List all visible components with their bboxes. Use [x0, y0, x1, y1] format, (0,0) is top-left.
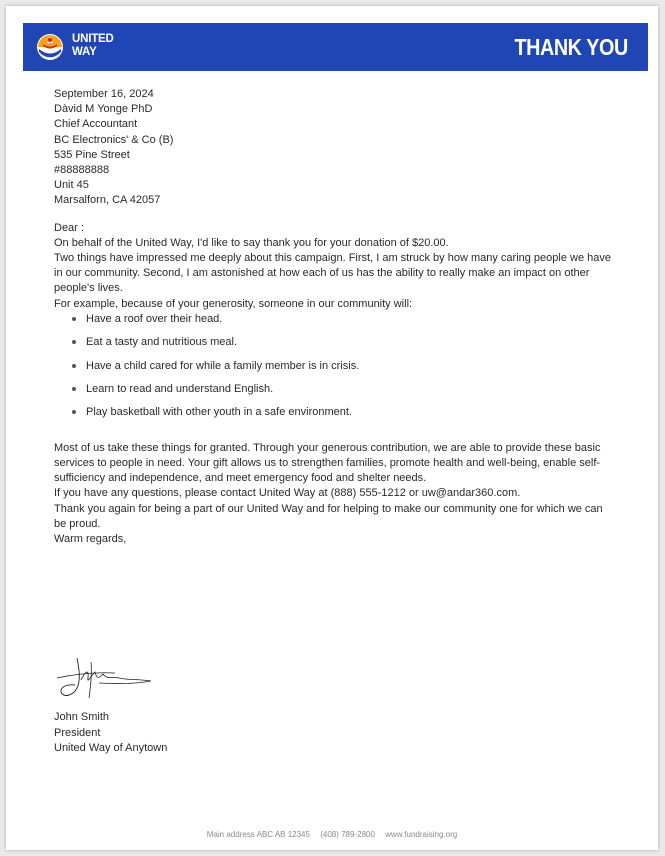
footer — [6, 830, 658, 839]
paragraph-granted: Most of us take these things for granted. Through your generous contribution, we are able to provide these basic services to people in need. Your gift allows us to strengthen families, promote health and well-being, enable self-sufficiency and independence, and meet emergency food and shelter needs. — [54, 441, 601, 485]
header-banner — [23, 23, 648, 71]
address-line: Chief Accountant — [54, 118, 138, 131]
paragraph-thanks: On behalf of the United Way, I'd like to say thank you for your donation of $20.00. — [54, 236, 449, 249]
letter-page — [6, 6, 658, 850]
list-item: Have a child cared for while a family member is in crisis. — [54, 359, 614, 382]
address-line: Marsalforn, CA 42057 — [54, 194, 161, 207]
signer-block — [54, 710, 167, 757]
address-line: #88888888 — [54, 163, 110, 176]
impact-list — [54, 312, 614, 429]
list-item: Have a roof over their head. — [54, 312, 614, 335]
banner-title: THANK YOU — [514, 34, 628, 60]
signer-title: President — [54, 726, 101, 739]
logo-line-2: WAY — [72, 46, 97, 58]
letter-date: September 16, 2024 — [54, 88, 154, 100]
address-line: Unit 45 — [54, 179, 89, 192]
united-way-logo-icon — [35, 32, 69, 62]
footer-address: Main address ABC AB 12345 — [206, 830, 310, 839]
paragraph-contact: If you have any questions, please contact United Way at (888) 555-1212 or uw@andar360.com. — [54, 487, 521, 500]
logo-line-1: UNITED — [72, 33, 114, 45]
list-item: Learn to read and understand English. — [54, 382, 614, 405]
signer-name: John Smith — [54, 711, 110, 723]
closing: Warm regards, — [54, 532, 127, 545]
salutation: Dear : — [54, 221, 84, 234]
footer-website[interactable]: www.fundraising.org — [385, 830, 458, 839]
paragraph-thank-again: Thank you again for being a part of our United Way and for helping to make our community one for which we can be proud. — [54, 502, 603, 530]
united-way-logo-text — [72, 33, 114, 59]
footer-phone: (408) 789-2800 — [320, 830, 375, 839]
recipient-address — [54, 102, 614, 208]
address-line: Dàvid M Yonge PhD — [54, 103, 153, 116]
paragraph-impressed: Two things have impressed me deeply about this campaign. First, I am struck by how many caring people we have in our community. Second, I am astonished at how each of us has the ability to really make an impact on other people's lives. — [54, 251, 611, 295]
letter-body — [54, 87, 614, 547]
signer-organization: United Way of Anytown — [54, 742, 168, 754]
list-item: Eat a tasty and nutritious meal. — [54, 335, 614, 358]
address-line: 535 Pine Street — [54, 148, 130, 161]
handwritten-signature — [55, 654, 155, 706]
address-line: BC Electronics' & Co (B) — [54, 133, 174, 146]
list-item: Play basketball with other youth in a safe environment. — [54, 405, 614, 428]
paragraph-example: For example, because of your generosity, someone in our community will: — [54, 297, 413, 310]
